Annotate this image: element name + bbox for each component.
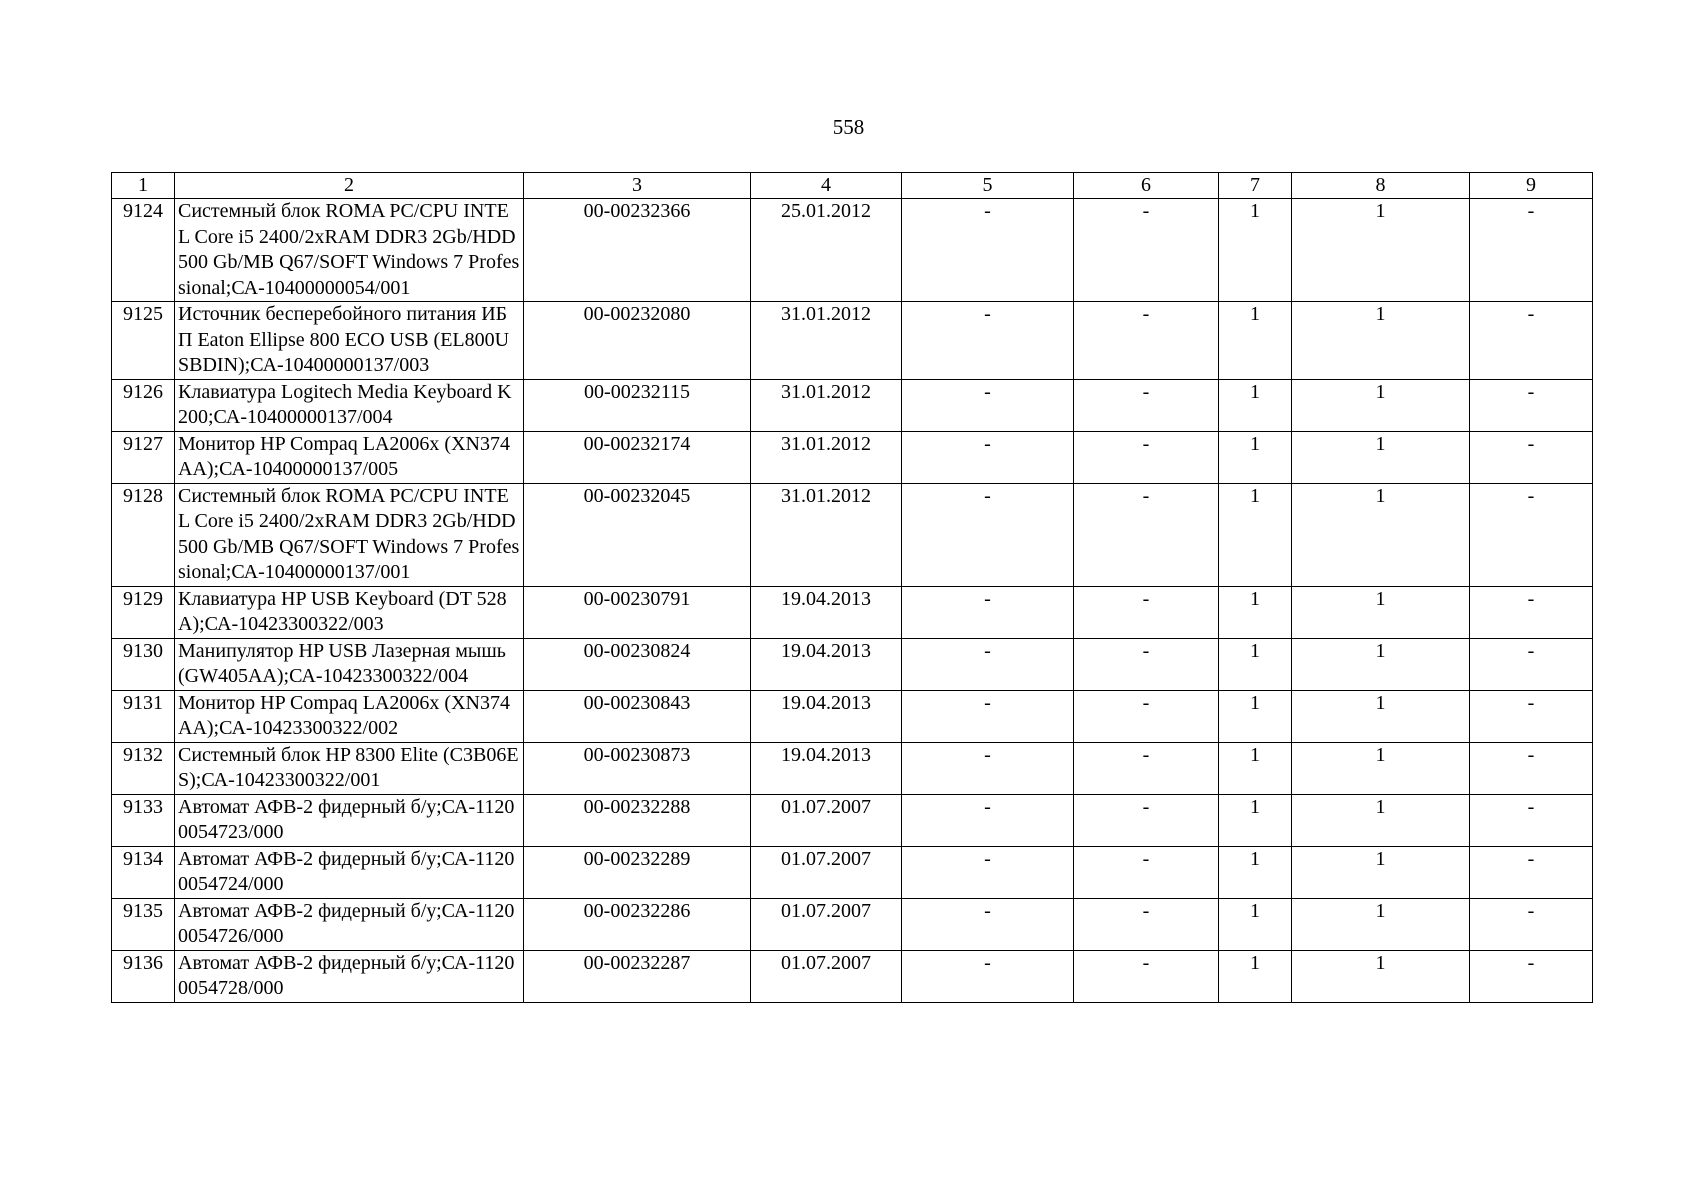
column-7-cell: 1 bbox=[1219, 302, 1292, 380]
column-header: 9 bbox=[1470, 173, 1593, 199]
table-row bbox=[112, 742, 1593, 794]
table-row bbox=[112, 431, 1593, 483]
date-cell: 19.04.2013 bbox=[751, 586, 902, 638]
item-name: Автомат АФВ-2 фидерный б/у;СА-11200054723/000 bbox=[175, 794, 524, 846]
column-8-cell: 1 bbox=[1292, 431, 1470, 483]
table-row bbox=[112, 483, 1593, 586]
inventory-code: 00-00230824 bbox=[524, 638, 751, 690]
inventory-code: 00-00230873 bbox=[524, 742, 751, 794]
column-5-cell: - bbox=[902, 483, 1074, 586]
inventory-code: 00-00232366 bbox=[524, 199, 751, 302]
column-7-cell: 1 bbox=[1219, 199, 1292, 302]
row-number: 9131 bbox=[112, 690, 175, 742]
column-9-cell: - bbox=[1470, 302, 1593, 380]
table-row bbox=[112, 379, 1593, 431]
inventory-code: 00-00232286 bbox=[524, 898, 751, 950]
column-5-cell: - bbox=[902, 794, 1074, 846]
column-6-cell: - bbox=[1074, 898, 1219, 950]
item-name: Клавиатура Logitech Media Keyboard K200;СА-10400000137/004 bbox=[175, 379, 524, 431]
row-number: 9124 bbox=[112, 199, 175, 302]
inventory-code: 00-00232287 bbox=[524, 950, 751, 1002]
column-7-cell: 1 bbox=[1219, 586, 1292, 638]
page-number: 558 bbox=[832, 115, 865, 139]
column-8-cell: 1 bbox=[1292, 302, 1470, 380]
column-7-cell: 1 bbox=[1219, 846, 1292, 898]
row-number: 9134 bbox=[112, 846, 175, 898]
item-name: Монитор HP Compaq LA2006x (XN374AA);СА-10400000137/005 bbox=[175, 431, 524, 483]
item-name: Манипулятор HP USB Лазерная мышь (GW405AA);СА-10423300322/004 bbox=[175, 638, 524, 690]
item-name: Системный блок HP 8300 Elite (C3B06ES);СА-10423300322/001 bbox=[175, 742, 524, 794]
column-9-cell: - bbox=[1470, 199, 1593, 302]
date-cell: 31.01.2012 bbox=[751, 431, 902, 483]
inventory-code: 00-00232174 bbox=[524, 431, 751, 483]
header-row bbox=[112, 173, 1593, 199]
column-7-cell: 1 bbox=[1219, 431, 1292, 483]
item-name: Источник бесперебойного питания ИБП Eaton Ellipse 800 ECO USB (EL800USBDIN);СА-10400000137/003 bbox=[175, 302, 524, 380]
column-8-cell: 1 bbox=[1292, 846, 1470, 898]
column-header: 4 bbox=[751, 173, 902, 199]
table-row bbox=[112, 794, 1593, 846]
column-7-cell: 1 bbox=[1219, 898, 1292, 950]
column-8-cell: 1 bbox=[1292, 690, 1470, 742]
column-9-cell: - bbox=[1470, 586, 1593, 638]
row-number: 9128 bbox=[112, 483, 175, 586]
column-5-cell: - bbox=[902, 950, 1074, 1002]
column-5-cell: - bbox=[902, 742, 1074, 794]
column-5-cell: - bbox=[902, 431, 1074, 483]
column-header: 8 bbox=[1292, 173, 1470, 199]
date-cell: 31.01.2012 bbox=[751, 302, 902, 380]
column-7-cell: 1 bbox=[1219, 950, 1292, 1002]
row-number: 9132 bbox=[112, 742, 175, 794]
column-header: 5 bbox=[902, 173, 1074, 199]
column-9-cell: - bbox=[1470, 742, 1593, 794]
inventory-code: 00-00232289 bbox=[524, 846, 751, 898]
column-9-cell: - bbox=[1470, 794, 1593, 846]
column-7-cell: 1 bbox=[1219, 483, 1292, 586]
column-8-cell: 1 bbox=[1292, 483, 1470, 586]
column-8-cell: 1 bbox=[1292, 742, 1470, 794]
registry-table bbox=[111, 172, 1593, 1003]
row-number: 9130 bbox=[112, 638, 175, 690]
column-6-cell: - bbox=[1074, 690, 1219, 742]
item-name: Монитор HP Compaq LA2006x (XN374AA);СА-10423300322/002 bbox=[175, 690, 524, 742]
date-cell: 19.04.2013 bbox=[751, 742, 902, 794]
date-cell: 25.01.2012 bbox=[751, 199, 902, 302]
column-6-cell: - bbox=[1074, 742, 1219, 794]
row-number: 9125 bbox=[112, 302, 175, 380]
inventory-code: 00-00230791 bbox=[524, 586, 751, 638]
column-9-cell: - bbox=[1470, 846, 1593, 898]
date-cell: 01.07.2007 bbox=[751, 846, 902, 898]
column-9-cell: - bbox=[1470, 950, 1593, 1002]
table-row bbox=[112, 950, 1593, 1002]
column-6-cell: - bbox=[1074, 638, 1219, 690]
column-8-cell: 1 bbox=[1292, 379, 1470, 431]
column-6-cell: - bbox=[1074, 586, 1219, 638]
item-name: Системный блок ROMA PC/CPU INTEL Core i5 2400/2xRAM DDR3 2Gb/HDD 500 Gb/MB Q67/SOFT Windows 7 Professional;СА-10400000054/001 bbox=[175, 199, 524, 302]
column-9-cell: - bbox=[1470, 690, 1593, 742]
column-8-cell: 1 bbox=[1292, 638, 1470, 690]
column-8-cell: 1 bbox=[1292, 199, 1470, 302]
date-cell: 19.04.2013 bbox=[751, 690, 902, 742]
column-6-cell: - bbox=[1074, 199, 1219, 302]
table-row bbox=[112, 846, 1593, 898]
table-row bbox=[112, 586, 1593, 638]
inventory-code: 00-00232288 bbox=[524, 794, 751, 846]
item-name: Автомат АФВ-2 фидерный б/у;СА-11200054726/000 bbox=[175, 898, 524, 950]
column-6-cell: - bbox=[1074, 846, 1219, 898]
inventory-code: 00-00232115 bbox=[524, 379, 751, 431]
column-5-cell: - bbox=[902, 690, 1074, 742]
column-header: 7 bbox=[1219, 173, 1292, 199]
column-5-cell: - bbox=[902, 199, 1074, 302]
column-6-cell: - bbox=[1074, 431, 1219, 483]
date-cell: 01.07.2007 bbox=[751, 794, 902, 846]
item-name: Автомат АФВ-2 фидерный б/у;СА-11200054724/000 bbox=[175, 846, 524, 898]
column-9-cell: - bbox=[1470, 379, 1593, 431]
column-5-cell: - bbox=[902, 638, 1074, 690]
column-5-cell: - bbox=[902, 379, 1074, 431]
column-7-cell: 1 bbox=[1219, 638, 1292, 690]
table-row bbox=[112, 199, 1593, 302]
column-8-cell: 1 bbox=[1292, 794, 1470, 846]
inventory-code: 00-00232045 bbox=[524, 483, 751, 586]
row-number: 9135 bbox=[112, 898, 175, 950]
item-name: Автомат АФВ-2 фидерный б/у;СА-11200054728/000 bbox=[175, 950, 524, 1002]
column-header: 3 bbox=[524, 173, 751, 199]
column-8-cell: 1 bbox=[1292, 950, 1470, 1002]
column-6-cell: - bbox=[1074, 483, 1219, 586]
column-9-cell: - bbox=[1470, 898, 1593, 950]
column-7-cell: 1 bbox=[1219, 379, 1292, 431]
column-9-cell: - bbox=[1470, 431, 1593, 483]
column-5-cell: - bbox=[902, 586, 1074, 638]
column-header: 2 bbox=[175, 173, 524, 199]
inventory-code: 00-00232080 bbox=[524, 302, 751, 380]
table-row bbox=[112, 302, 1593, 380]
date-cell: 31.01.2012 bbox=[751, 379, 902, 431]
table-row bbox=[112, 638, 1593, 690]
column-6-cell: - bbox=[1074, 794, 1219, 846]
column-8-cell: 1 bbox=[1292, 898, 1470, 950]
date-cell: 19.04.2013 bbox=[751, 638, 902, 690]
column-7-cell: 1 bbox=[1219, 794, 1292, 846]
date-cell: 01.07.2007 bbox=[751, 950, 902, 1002]
item-name: Клавиатура HP USB Keyboard (DT 528A);СА-10423300322/003 bbox=[175, 586, 524, 638]
column-6-cell: - bbox=[1074, 302, 1219, 380]
row-number: 9127 bbox=[112, 431, 175, 483]
column-header: 1 bbox=[112, 173, 175, 199]
row-number: 9136 bbox=[112, 950, 175, 1002]
date-cell: 31.01.2012 bbox=[751, 483, 902, 586]
column-9-cell: - bbox=[1470, 638, 1593, 690]
column-header: 6 bbox=[1074, 173, 1219, 199]
table-row bbox=[112, 690, 1593, 742]
column-6-cell: - bbox=[1074, 950, 1219, 1002]
column-7-cell: 1 bbox=[1219, 742, 1292, 794]
column-5-cell: - bbox=[902, 302, 1074, 380]
row-number: 9129 bbox=[112, 586, 175, 638]
column-5-cell: - bbox=[902, 898, 1074, 950]
inventory-code: 00-00230843 bbox=[524, 690, 751, 742]
table-row bbox=[112, 898, 1593, 950]
date-cell: 01.07.2007 bbox=[751, 898, 902, 950]
row-number: 9133 bbox=[112, 794, 175, 846]
column-6-cell: - bbox=[1074, 379, 1219, 431]
column-7-cell: 1 bbox=[1219, 690, 1292, 742]
column-8-cell: 1 bbox=[1292, 586, 1470, 638]
row-number: 9126 bbox=[112, 379, 175, 431]
column-9-cell: - bbox=[1470, 483, 1593, 586]
item-name: Системный блок ROMA PC/CPU INTEL Core i5 2400/2xRAM DDR3 2Gb/HDD 500 Gb/MB Q67/SOFT Windows 7 Professional;СА-10400000137/001 bbox=[175, 483, 524, 586]
column-5-cell: - bbox=[902, 846, 1074, 898]
